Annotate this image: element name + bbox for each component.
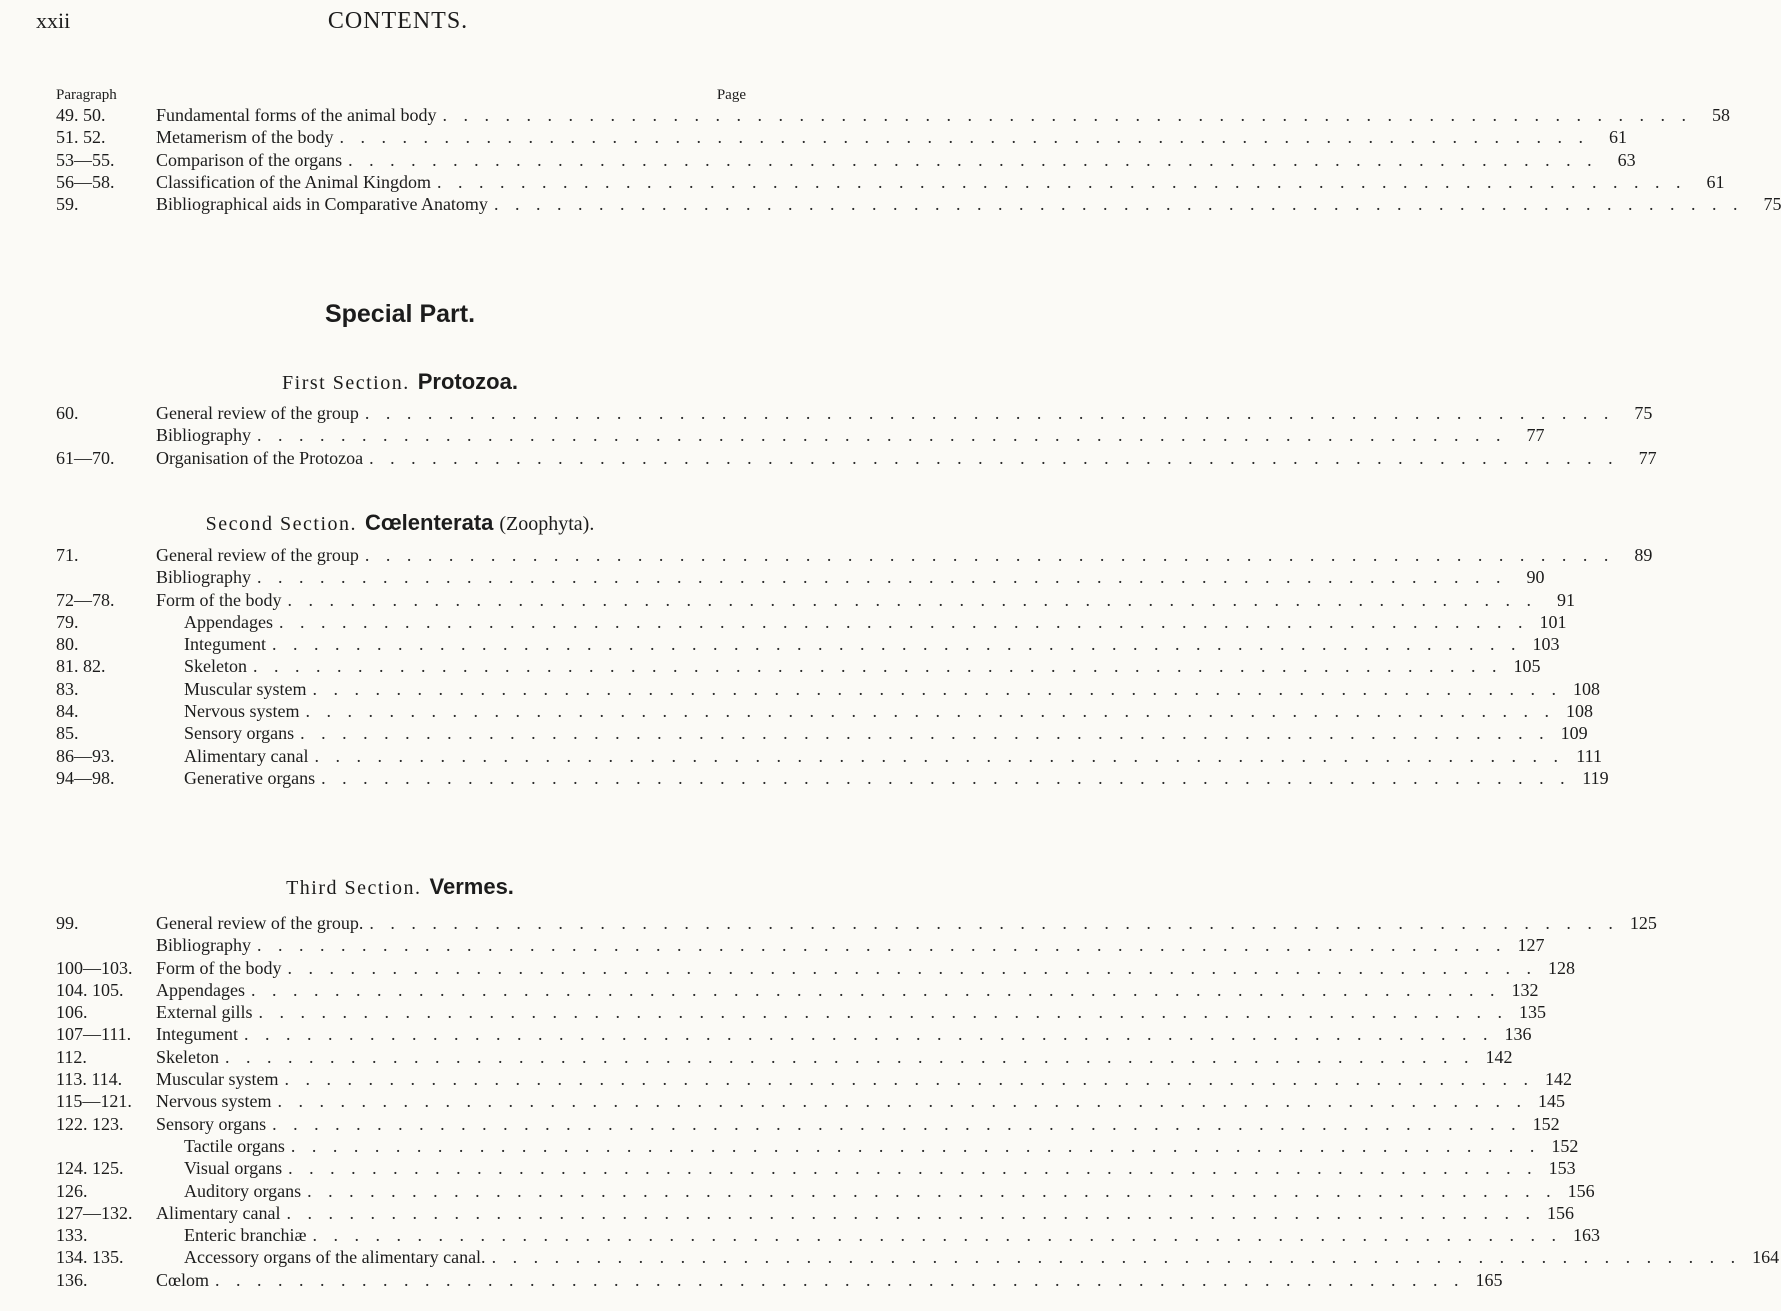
paragraph-number: 113. 114. xyxy=(56,1069,123,1090)
entry-title: Integument xyxy=(184,634,266,655)
dot-leader: . . . . . . . . . . . . . . . . . . . . . . . . . . . . . . . . . . . . . . . . . . . . . . . . . . . . . . . . . . . . xyxy=(284,1069,1534,1090)
page-reference: 119 xyxy=(1582,767,1609,788)
section-title-2: Second Section. Cœlenterata (Zoophyta). xyxy=(205,510,595,535)
toc-entry xyxy=(56,1180,1595,1203)
toc-entry xyxy=(56,425,1545,447)
paragraph-number: 61—70. xyxy=(56,447,115,468)
entry-title: Bibliography xyxy=(156,567,251,588)
toc-entry xyxy=(56,634,1560,656)
page-reference: 108 xyxy=(1566,701,1593,722)
entry-title: Bibliography xyxy=(156,425,251,446)
dot-leader: . . . . . . . . . . . . . . . . . . . . . . . . . . . . . . . . . . . . . . . . . . . . . . . . . . . . . . . . . . . . xyxy=(493,194,1744,215)
intro-block xyxy=(56,87,1781,216)
entry-title: Fundamental forms of the animal body xyxy=(156,105,437,125)
section-2-rows xyxy=(56,545,1653,790)
toc-entry xyxy=(56,723,1588,745)
paragraph-number: 100—103. xyxy=(56,957,133,978)
page-reference: 105 xyxy=(1513,656,1541,677)
paragraph-number: 133. xyxy=(56,1225,88,1246)
entry-title: Enteric branchiæ xyxy=(184,1225,307,1246)
part-title: Special Part. xyxy=(324,300,476,328)
dot-leader: . . . . . . . . . . . . . . . . . . . . . . . . . . . . . . . . . . . . . . . . . . . . . . . . . . . . . . . . . . . . xyxy=(312,1225,1562,1246)
page-reference: 77 xyxy=(1526,425,1545,446)
dot-leader: . . . . . . . . . . . . . . . . . . . . . . . . . . . . . . . . . . . . . . . . . . . . . . . . . . . . . . . . . . . . xyxy=(312,678,1562,699)
dot-leader: . . . . . . . . . . . . . . . . . . . . . . . . . . . . . . . . . . . . . . . . . . . . . . . . . . . . . . . . . . . . xyxy=(369,447,1619,468)
entry-title: Form of the body xyxy=(156,957,282,978)
paragraph-number: 122. 123. xyxy=(56,1113,124,1134)
entry-title: Tactile organs xyxy=(184,1135,285,1156)
toc-entry xyxy=(56,1024,1532,1046)
entry-title: Bibliography xyxy=(156,935,251,956)
entry-title: Skeleton xyxy=(156,1046,219,1067)
entry-title: Nervous system xyxy=(184,701,300,722)
entry-title: General review of the group xyxy=(156,545,359,565)
entry-title: Sensory organs xyxy=(156,1113,267,1134)
page-reference: 156 xyxy=(1546,1202,1574,1223)
toc-entry xyxy=(56,545,1653,567)
toc-entry xyxy=(56,656,1541,678)
toc-entry xyxy=(56,678,1600,701)
dot-leader: . . . . . . . . . . . . . . . . . . . . . . . . . . . . . . . . . . . . . . . . . . . . . . . . . . . . . . . . . . . . xyxy=(257,935,1507,956)
dot-leader: . . . . . . . . . . . . . . . . . . . . . . . . . . . . . . . . . . . . . . . . . . . . . . . . . . . . . . . . . . . . xyxy=(305,701,1555,722)
toc-entry xyxy=(56,913,1657,935)
paragraph-number: 56—58. xyxy=(56,171,115,192)
page-reference: 142 xyxy=(1485,1046,1513,1067)
page-reference: 153 xyxy=(1548,1158,1576,1179)
section-3-rows xyxy=(56,913,1780,1292)
dot-leader: . . . . . . . . . . . . . . . . . . . . . . . . . . . . . . . . . . . . . . . . . . . . . . . . . . . . . . . . . . . . xyxy=(339,127,1589,148)
dot-leader: . . . . . . . . . . . . . . . . . . . . . . . . . . . . . . . . . . . . . . . . . . . . . . . . . . . . . . . . . . . . xyxy=(272,1113,1522,1134)
page-reference: 61 xyxy=(1608,127,1627,148)
toc-entry xyxy=(56,745,1602,768)
dot-leader: . . . . . . . . . . . . . . . . . . . . . . . . . . . . . . . . . . . . . . . . . . . . . . . . . . . . . . . . . . . . xyxy=(321,767,1571,788)
page-reference: 109 xyxy=(1560,723,1588,744)
entry-title: Comparison of the organs xyxy=(156,149,343,170)
dot-leader: . . . . . . . . . . . . . . . . . . . . . . . . . . . . . . . . . . . . . . . . . . . . . . . . . . . . . . . . . . . . xyxy=(287,589,1537,610)
entry-title: Metamerism of the body xyxy=(156,127,334,148)
page-reference: 142 xyxy=(1544,1069,1572,1090)
page-reference: 152 xyxy=(1532,1113,1560,1134)
page-reference: 164 xyxy=(1752,1247,1780,1268)
dot-leader: . . . . . . . . . . . . . . . . . . . . . . . . . . . . . . . . . . . . . . . . . . . . . . . . . . . . . . . . . . . . xyxy=(442,105,1692,125)
page-reference: 165 xyxy=(1475,1269,1503,1290)
toc-entry xyxy=(56,957,1575,980)
page-reference: 136 xyxy=(1504,1024,1532,1045)
page-reference: 108 xyxy=(1572,678,1600,699)
dot-leader: . . . . . . . . . . . . . . . . . . . . . . . . . . . . . . . . . . . . . . . . . . . . . . . . . . . . . . . . . . . . xyxy=(314,745,1564,766)
toc-entry xyxy=(56,1069,1572,1091)
paragraph-number: 59. xyxy=(56,194,79,215)
paragraph-number: 60. xyxy=(56,403,79,423)
paragraph-number: 99. xyxy=(56,913,79,933)
page-reference: 75 xyxy=(1634,403,1653,423)
entry-title: Skeleton xyxy=(184,656,247,677)
paragraph-number: 72—78. xyxy=(56,589,115,610)
paragraph-number: 136. xyxy=(56,1269,88,1290)
entry-title: Form of the body xyxy=(156,589,282,610)
toc-entry xyxy=(56,979,1539,1002)
column-headings xyxy=(56,87,746,105)
page-reference: 145 xyxy=(1538,1091,1565,1112)
dot-leader: . . . . . . . . . . . . . . . . . . . . . . . . . . . . . . . . . . . . . . . . . . . . . . . . . . . . . . . . . . . . xyxy=(286,1202,1536,1223)
section-title-3: Third Section. Vermes. xyxy=(286,874,514,899)
intro-rows xyxy=(56,105,1781,216)
paragraph-number: 71. xyxy=(56,545,79,565)
dot-leader: . . . . . . . . . . . . . . . . . . . . . . . . . . . . . . . . . . . . . . . . . . . . . . . . . . . . . . . . . . . . xyxy=(369,913,1619,933)
paragraph-number: 115—121. xyxy=(56,1091,132,1112)
running-title: CONTENTS. xyxy=(327,8,469,34)
entry-title: Appendages xyxy=(184,611,273,632)
toc-entry xyxy=(56,1158,1576,1180)
page-reference: 103 xyxy=(1532,634,1560,655)
entry-title: Sensory organs xyxy=(184,723,295,744)
toc-entry xyxy=(56,105,1730,127)
toc-entry xyxy=(56,1269,1503,1292)
toc-entry xyxy=(56,403,1653,425)
running-head xyxy=(36,8,760,42)
toc-entry xyxy=(56,567,1545,589)
dot-leader: . . . . . . . . . . . . . . . . . . . . . . . . . . . . . . . . . . . . . . . . . . . . . . . . . . . . . . . . . . . . xyxy=(271,634,1522,655)
toc-entry xyxy=(56,171,1725,194)
page-reference: 91 xyxy=(1557,589,1575,610)
page-col-heading: Page xyxy=(716,87,746,103)
dot-leader: . . . . . . . . . . . . . . . . . . . . . . . . . . . . . . . . . . . . . . . . . . . . . . . . . . . . . . . . . . . . xyxy=(364,545,1615,565)
paragraph-number: 127—132. xyxy=(56,1202,133,1223)
entry-title: Visual organs xyxy=(184,1158,283,1179)
entry-title: Bibliographical aids in Comparative Anatomy xyxy=(156,194,488,215)
entry-title: External gills xyxy=(156,1002,253,1023)
toc-entry xyxy=(56,935,1545,957)
toc-entry xyxy=(56,1046,1513,1069)
page-reference: 111 xyxy=(1576,745,1602,766)
dot-leader: . . . . . . . . . . . . . . . . . . . . . . . . . . . . . . . . . . . . . . . . . . . . . . . . . . . . . . . . . . . . xyxy=(491,1247,1742,1268)
dot-leader: . . . . . . . . . . . . . . . . . . . . . . . . . . . . . . . . . . . . . . . . . . . . . . . . . . . . . . . . . . . . xyxy=(253,656,1503,677)
dot-leader: . . . . . . . . . . . . . . . . . . . . . . . . . . . . . . . . . . . . . . . . . . . . . . . . . . . . . . . . . . . . xyxy=(288,1158,1538,1179)
paragraph-number: 104. 105. xyxy=(56,979,124,1000)
toc-entry xyxy=(56,611,1567,634)
entry-title: Auditory organs xyxy=(184,1180,302,1201)
entry-title: General review of the group. xyxy=(156,913,364,933)
dot-leader: . . . . . . . . . . . . . . . . . . . . . . . . . . . . . . . . . . . . . . . . . . . . . . . . . . . . . . . . . . . . xyxy=(348,149,1598,170)
page-reference: 75 xyxy=(1763,194,1781,215)
dot-leader: . . . . . . . . . . . . . . . . . . . . . . . . . . . . . . . . . . . . . . . . . . . . . . . . . . . . . . . . . . . . xyxy=(436,171,1687,192)
page-reference: 58 xyxy=(1711,105,1730,125)
toc-entry xyxy=(56,1202,1574,1225)
toc-entry xyxy=(56,1091,1565,1113)
page-reference: 101 xyxy=(1539,611,1567,632)
dot-leader: . . . . . . . . . . . . . . . . . . . . . . . . . . . . . . . . . . . . . . . . . . . . . . . . . . . . . . . . . . . . xyxy=(307,1180,1557,1201)
dot-leader: . . . . . . . . . . . . . . . . . . . . . . . . . . . . . . . . . . . . . . . . . . . . . . . . . . . . . . . . . . . . xyxy=(225,1046,1475,1067)
toc-entry xyxy=(56,1225,1600,1247)
dot-leader: . . . . . . . . . . . . . . . . . . . . . . . . . . . . . . . . . . . . . . . . . . . . . . . . . . . . . . . . . . . . xyxy=(278,611,1529,632)
toc-entry xyxy=(56,127,1627,149)
toc-entry xyxy=(56,1247,1780,1269)
dot-leader: . . . . . . . . . . . . . . . . . . . . . . . . . . . . . . . . . . . . . . . . . . . . . . . . . . . . . . . . . . . . xyxy=(258,1002,1508,1023)
entry-title: Muscular system xyxy=(156,1069,279,1090)
toc-entry xyxy=(56,1135,1579,1158)
dot-leader: . . . . . . . . . . . . . . . . . . . . . . . . . . . . . . . . . . . . . . . . . . . . . . . . . . . . . . . . . . . . xyxy=(290,1135,1541,1156)
page-number: xxii xyxy=(36,8,71,33)
page-reference: 127 xyxy=(1517,935,1545,956)
page-reference: 156 xyxy=(1567,1180,1595,1201)
paragraph-number: 79. xyxy=(56,611,79,632)
entry-title: Alimentary canal xyxy=(156,1202,281,1223)
entry-title: Muscular system xyxy=(184,678,307,699)
page-reference: 163 xyxy=(1572,1225,1600,1246)
paragraph-number: 80. xyxy=(56,634,79,655)
page-reference: 61 xyxy=(1706,171,1725,192)
dot-leader: . . . . . . . . . . . . . . . . . . . . . . . . . . . . . . . . . . . . . . . . . . . . . . . . . . . . . . . . . . . . xyxy=(287,957,1537,978)
paragraph-col-heading: Paragraph xyxy=(56,87,117,103)
paragraph-number: 51. 52. xyxy=(56,127,106,148)
toc-entry xyxy=(56,149,1636,172)
entry-title: Organisation of the Protozoa xyxy=(156,447,364,468)
toc-entry xyxy=(56,194,1781,216)
dot-leader: . . . . . . . . . . . . . . . . . . . . . . . . . . . . . . . . . . . . . . . . . . . . . . . . . . . . . . . . . . . . xyxy=(215,1269,1465,1290)
toc-entry xyxy=(56,447,1657,470)
paragraph-number: 83. xyxy=(56,678,79,699)
page-reference: 125 xyxy=(1629,913,1657,933)
paragraph-number: 106. xyxy=(56,1002,88,1023)
entry-title: Appendages xyxy=(156,979,245,1000)
entry-title: Accessory organs of the alimentary canal. xyxy=(184,1247,486,1268)
paragraph-number: 124. 125. xyxy=(56,1158,124,1179)
entry-title: General review of the group xyxy=(156,403,359,423)
page-reference: 77 xyxy=(1638,447,1657,468)
paragraph-number: 112. xyxy=(56,1046,87,1067)
paragraph-number: 85. xyxy=(56,723,79,744)
dot-leader: . . . . . . . . . . . . . . . . . . . . . . . . . . . . . . . . . . . . . . . . . . . . . . . . . . . . . . . . . . . . xyxy=(364,403,1615,423)
dot-leader: . . . . . . . . . . . . . . . . . . . . . . . . . . . . . . . . . . . . . . . . . . . . . . . . . . . . . . . . . . . . xyxy=(257,567,1507,588)
paragraph-number: 126. xyxy=(56,1180,88,1201)
dot-leader: . . . . . . . . . . . . . . . . . . . . . . . . . . . . . . . . . . . . . . . . . . . . . . . . . . . . . . . . . . . . xyxy=(257,425,1507,446)
toc-entry xyxy=(56,701,1593,723)
paragraph-number: 53—55. xyxy=(56,149,115,170)
toc-entry xyxy=(56,1002,1546,1024)
page-reference: 152 xyxy=(1551,1135,1579,1156)
page-reference: 63 xyxy=(1617,149,1636,170)
entry-title: Alimentary canal xyxy=(184,745,309,766)
entry-title: Classification of the Animal Kingdom xyxy=(156,171,431,192)
page-reference: 90 xyxy=(1526,567,1545,588)
paragraph-number: 86—93. xyxy=(56,745,115,766)
entry-title: Cœlom xyxy=(156,1269,210,1290)
entry-title: Nervous system xyxy=(156,1091,272,1112)
section-1-rows xyxy=(56,403,1657,470)
entry-title: Integument xyxy=(156,1024,238,1045)
dot-leader: . . . . . . . . . . . . . . . . . . . . . . . . . . . . . . . . . . . . . . . . . . . . . . . . . . . . . . . . . . . . xyxy=(277,1091,1527,1112)
toc-entry xyxy=(56,767,1609,790)
section-title-1: First Section. Protozoa. xyxy=(282,369,518,394)
paragraph-number: 81. 82. xyxy=(56,656,106,677)
dot-leader: . . . . . . . . . . . . . . . . . . . . . . . . . . . . . . . . . . . . . . . . . . . . . . . . . . . . . . . . . . . . xyxy=(300,723,1550,744)
paragraph-number: 94—98. xyxy=(56,767,115,788)
entry-title: Generative organs xyxy=(184,767,316,788)
paragraph-number: 107—111. xyxy=(56,1024,132,1045)
paragraph-number: 84. xyxy=(56,701,79,722)
page-reference: 128 xyxy=(1548,957,1575,978)
dot-leader: . . . . . . . . . . . . . . . . . . . . . . . . . . . . . . . . . . . . . . . . . . . . . . . . . . . . . . . . . . . . xyxy=(250,979,1501,1000)
page-reference: 135 xyxy=(1518,1002,1546,1023)
toc-entry xyxy=(56,589,1575,612)
toc-entry xyxy=(56,1113,1560,1136)
paragraph-number: 134. 135. xyxy=(56,1247,124,1268)
paragraph-number: 49. 50. xyxy=(56,105,106,125)
dot-leader: . . . . . . . . . . . . . . . . . . . . . . . . . . . . . . . . . . . . . . . . . . . . . . . . . . . . . . . . . . . . xyxy=(243,1024,1494,1045)
page-reference: 89 xyxy=(1634,545,1653,565)
page-reference: 132 xyxy=(1511,979,1539,1000)
